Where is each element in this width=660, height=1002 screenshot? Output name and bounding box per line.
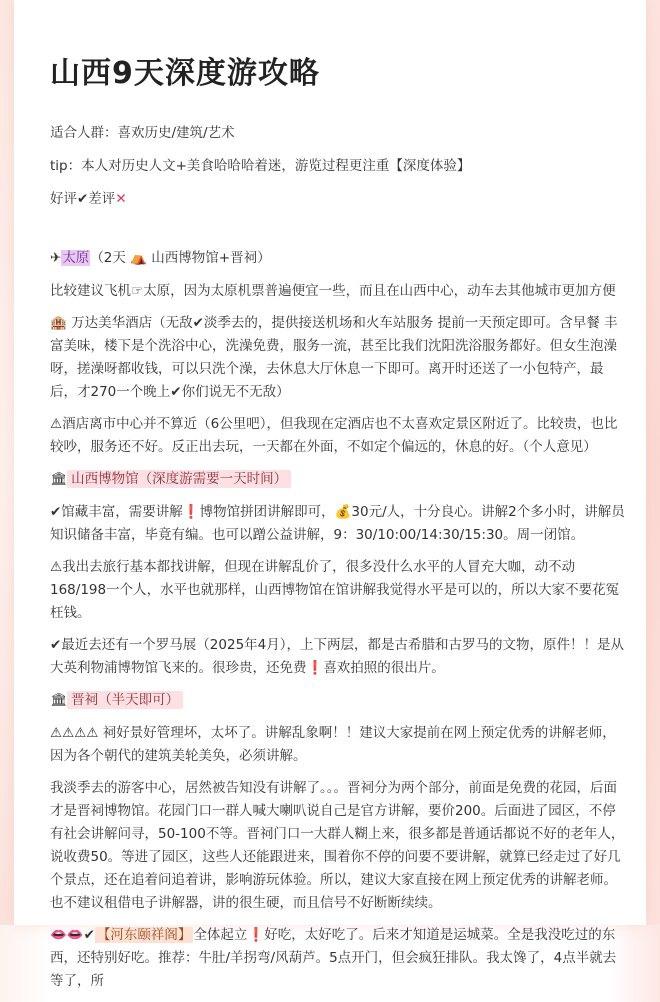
page-edge-left xyxy=(0,0,14,925)
museum-p1-a: ✔馆藏丰富，需要讲解 xyxy=(50,504,183,520)
museum-p3-b: 喜欢拍照的很出片。 xyxy=(323,660,445,676)
page-title: 山西9天深度游攻略 xyxy=(50,56,320,91)
museum-paragraph-1 xyxy=(50,501,626,547)
museum-heading-text: 山西博物馆（深度游需要一天时间） xyxy=(67,470,291,488)
taiyuan-summary: （2天 ⛺ 山西博物馆+晋祠） xyxy=(90,250,271,266)
museum-p1-b: 博物馆拼团讲解即可，💰30元/人，十分良心。讲解2个多小时，讲解员知识储备丰富，毕竟有编。也可以蹭公益讲解，9：30/10:00/14:30/15:30。周一闭馆。 xyxy=(50,504,625,543)
hotel-paragraph: 🏨 万达美华酒店（无敌✔淡季去的，提供接送机场和火车站服务 提前一天预定即可。含早餐 丰富美味，楼下是个洗浴中心，洗澡免费，服务一流，甚至比我们沈阳洗浴服务都好。但女生泡澡呀，搓澡呀都收钱，可以只洗个澡，去休息大厅休息一下即可。离开时还送了一小包特产，最后，才270一个晚上✔你们说无不无敌） xyxy=(50,315,618,400)
food-text-a: 全体起立 xyxy=(193,927,248,943)
audience-line: 适合人群：喜欢历史/建筑/艺术 xyxy=(50,125,235,141)
flight-paragraph: 比较建议飞机☞太原，因为太原机票普遍便宜一些，而且在山西中心，动车去其他城市更加方便 xyxy=(50,283,616,299)
cross-icon: ✕ xyxy=(115,191,127,207)
museum-paragraph-2: ⚠我出去旅行基本都找讲解，但现在讲解乱价了，很多没什么水平的人冒充大咖，动不动168/198一个人，水平也就那样，山西博物馆在馆讲解我觉得水平是可以的，所以大家不要花冤枉钱。 xyxy=(50,559,620,621)
restaurant-name: 【河东颐祥阁】 xyxy=(96,927,192,943)
jinci-heading-text: 晋祠（半天即可） xyxy=(67,691,183,709)
food-paragraph xyxy=(50,924,626,993)
rating-line xyxy=(50,188,626,211)
city-taiyuan: 太原 xyxy=(62,250,90,266)
museum-heading xyxy=(50,468,626,491)
museum-icon: 🏛 xyxy=(50,471,68,487)
tip-line: tip：本人对历史人文+美食哈哈哈着迷，游览过程更注重【深度体验】 xyxy=(50,158,471,174)
hotel-note-paragraph: ⚠酒店离市中心并不算近（6公里吧），但我现在定酒店也不太喜欢定景区附近了。比较贵，也比较吵，服务还不好。反正出去玩，一天都在外面，不如定个偏远的，休息的好。（个人意见） xyxy=(50,416,618,455)
museum-paragraph-3 xyxy=(50,634,626,680)
meta-section xyxy=(50,122,626,211)
museum-p3-a: ✔最近去还有一个罗马展（2025年4月），上下两层，都是古希腊和古罗马的文物，原件！！是从大英利物浦博物馆飞来的。很珍贵，还免费 xyxy=(50,637,625,676)
rating-prefix: 好评✔差评 xyxy=(50,191,116,207)
exclamation-icon: ❗ xyxy=(306,660,324,676)
note-page xyxy=(14,0,646,989)
note-content xyxy=(50,52,626,1002)
page-edge-right xyxy=(646,0,660,925)
jinci-heading xyxy=(50,689,626,712)
jinci-paragraph-1: ⚠⚠⚠⚠ 祠好景好管理坏，太坏了。讲解乱象啊！！建议大家提前在网上预定优秀的讲解老师，因为各个朝代的建筑美轮美奂，必须讲解。 xyxy=(50,725,616,764)
exclamation-icon: ❗ xyxy=(247,927,265,943)
lips-icon: 👄👄✔ xyxy=(50,927,95,943)
taiyuan-heading xyxy=(50,247,626,270)
jinci-paragraph-2: 我淡季去的游客中心，居然被告知没有讲解了。。。晋祠分为两个部分，前面是免费的花园，后面才是晋祠博物馆。花园门口一群人喊大喇叭说自己是官方讲解，要价200。后面进了园区，不停有社会讲解问寻，50-100不等。晋祠门口一大群人糊上来，很多都是普通话都说不好的老年人，说收费50。等进了园区，这些人还能跟进来，围着你不停的问要不要讲解，就算已经走过了好几个景点，还在追着问追着讲，影响游玩体验。所以，建议大家直接在网上预定优秀的讲解老师。也不建议租借电子讲解器，讲的很生硬，而且信号不好断断续续。 xyxy=(50,780,625,911)
exclamation-icon: ❗ xyxy=(182,504,200,520)
airplane-icon: ✈ xyxy=(50,250,62,266)
temple-icon: 🏛 xyxy=(50,692,68,708)
food-text-b: 好吃，太好吃了。后来才知道是运城菜。全是我没吃过的东西，还特别好吃。推荐：牛肚/羊拐弯/风葫芦。5点开门，但会疯狂排队。我太馋了，4点半就去等了，所 xyxy=(50,927,617,989)
